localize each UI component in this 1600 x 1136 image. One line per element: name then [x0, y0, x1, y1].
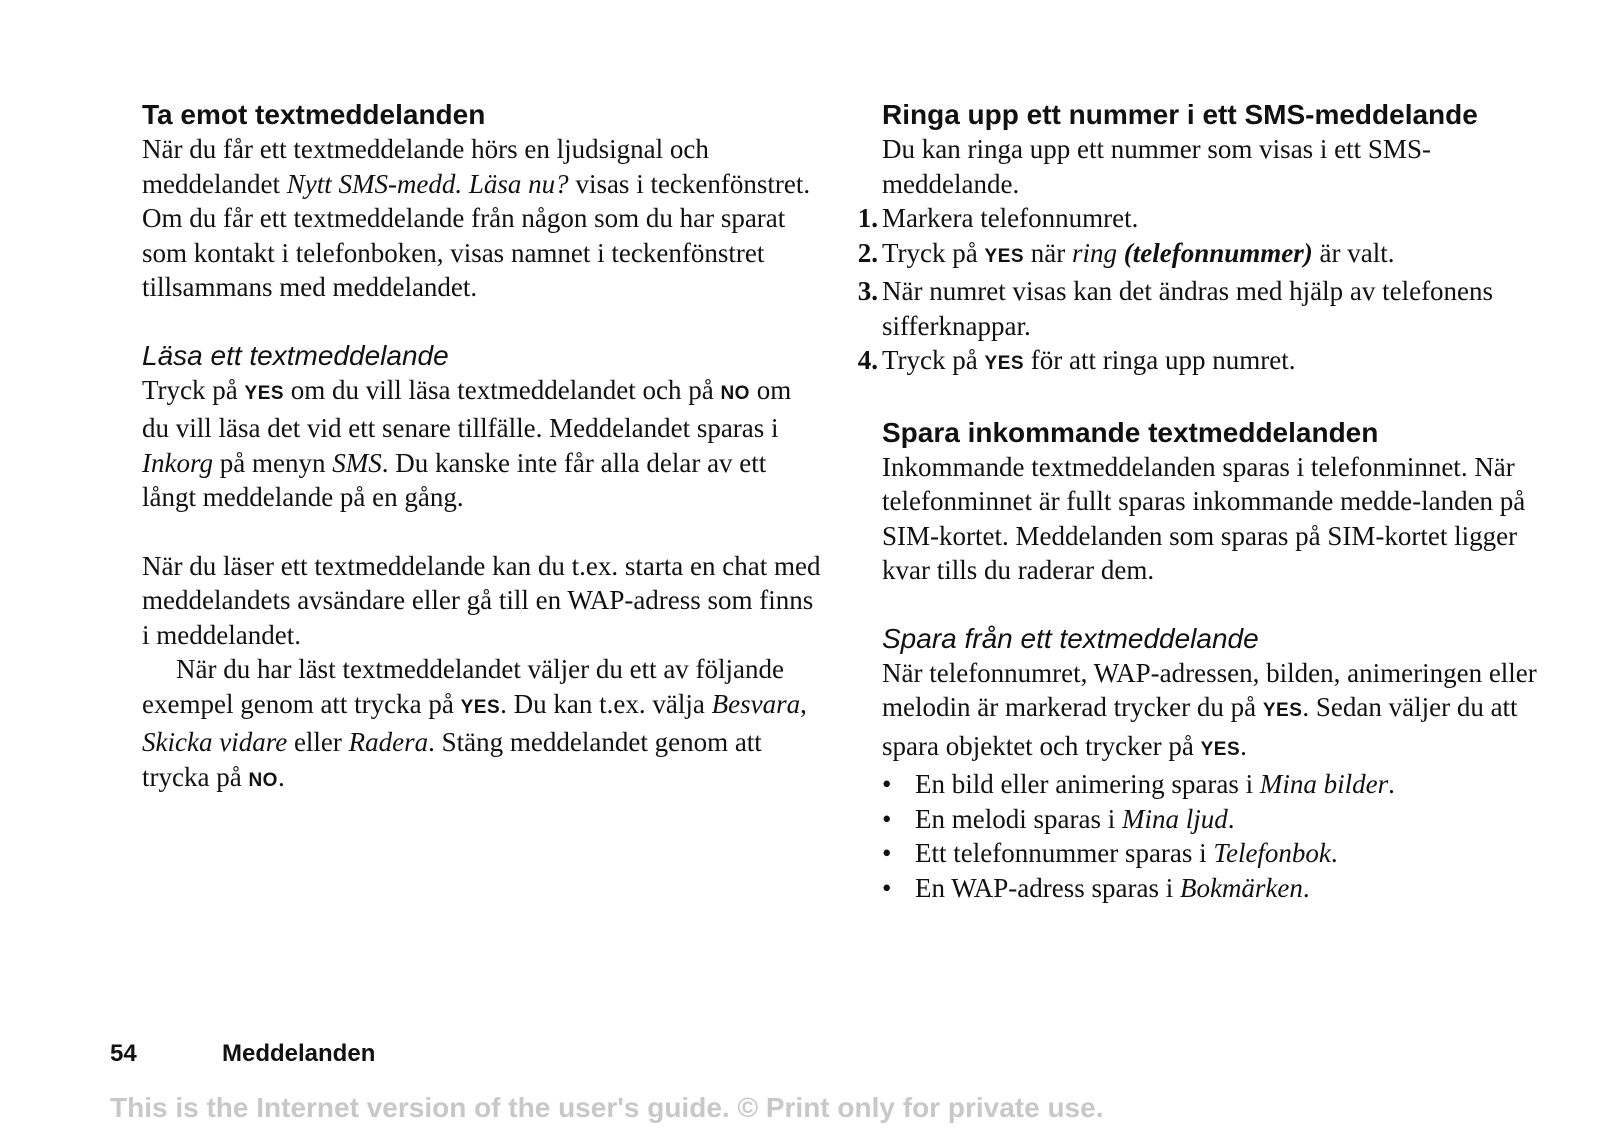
- bullet-icon: •: [882, 838, 892, 868]
- list-item: • En WAP-adress sparas i Bokmärken.: [882, 871, 1552, 906]
- list-item: • En bild eller animering sparas i Mina bilder.: [882, 767, 1552, 802]
- watermark: This is the Internet version of the user's guide. © Print only for private use.: [110, 1092, 1104, 1123]
- steps-list: [857, 201, 1552, 382]
- bullet-list: [882, 767, 1552, 905]
- paragraph-after-reading: När du har läst textmeddelandet väljer du ett av följande exempel genom att trycka på YES. Du kan t.ex. välja Besvara, Skicka vidare eller Radera. Stäng meddelandet genom att trycka på NO.: [142, 654, 807, 792]
- yes-key-label: YES: [984, 245, 1025, 267]
- list-item: • Ett telefonnummer sparas i Telefonbok.: [882, 836, 1552, 871]
- yes-key-label: YES: [244, 382, 285, 404]
- yes-key-label: YES: [1262, 700, 1303, 721]
- heading-receive: Ta emot textmeddelanden: [142, 99, 486, 130]
- section-title: Meddelanden: [222, 1040, 376, 1067]
- subheading-read: Läsa ett textmeddelande: [142, 339, 449, 371]
- left-column: [142, 98, 822, 798]
- paragraph-read: Tryck på YES om du vill läsa textmeddelandet och på NO om du vill läsa det vid ett senare tillfälle. Meddelandet sparas i Inkorg på menyn SMS. Du kanske inte får alla delar av ett långt meddelande på en gång.: [142, 374, 792, 512]
- bullet-icon: •: [882, 872, 892, 903]
- paragraph-save-incoming: Inkommande textmeddelanden sparas i telefonminnet. När telefonminnet är fullt sparas inkommande medde-landen på SIM-kortet. Meddelanden som sparas på SIM-kortet ligger kvar tills du raderar dem.: [882, 451, 1526, 585]
- heading-call-number: Ringa upp ett nummer i ett SMS-meddelande: [882, 99, 1478, 130]
- no-key-label: NO: [248, 769, 278, 791]
- yes-key-label: YES: [984, 353, 1025, 374]
- list-item: 2. Tryck på YES när ring (telefonnummer) är valt.: [857, 237, 1395, 268]
- list-item: 4. Tryck på YES för att ringa upp numret.: [857, 345, 1296, 375]
- list-item: 3. När numret visas kan det ändras med hjälp av telefonens sifferknappar.: [857, 276, 1494, 341]
- yes-key-label: YES: [1200, 738, 1241, 760]
- paragraph-save-from: När telefonnumret, WAP-adressen, bilden, animeringen eller melodin är markerad trycker du på YES. Sedan väljer du att spara objektet och trycker på YES.: [882, 657, 1537, 761]
- page-number: 54: [110, 1040, 137, 1067]
- right-column: [857, 98, 1552, 905]
- bullet-icon: •: [882, 769, 892, 799]
- paragraph-receive: När du får ett textmeddelande hörs en ljudsignal och meddelandet Nytt SMS-medd. Läsa nu? visas i teckenfönstret. Om du får ett textmeddelande från någon som du har sparat som kontakt i telefonboken, visas namnet i teckenfönstret tillsammans med meddelandet.: [142, 134, 811, 302]
- paragraph-chat: När du läser ett textmeddelande kan du t.ex. starta en chat med meddelandets avsändare eller gå till en WAP-adress som finns i meddelandet.: [142, 550, 821, 650]
- subheading-save-from: Spara från ett textmeddelande: [882, 622, 1259, 654]
- list-item: • En melodi sparas i Mina ljud.: [882, 802, 1552, 837]
- yes-key-label: YES: [460, 696, 501, 718]
- bullet-icon: •: [882, 803, 892, 834]
- list-item: 1. Markera telefonnumret.: [857, 203, 1139, 233]
- heading-save-incoming: Spara inkommande textmeddelanden: [882, 416, 1379, 448]
- page-footer: [110, 1040, 376, 1068]
- paragraph-call-intro: Du kan ringa upp ett nummer som visas i ett SMS-meddelande.: [882, 134, 1431, 199]
- no-key-label: NO: [720, 382, 750, 404]
